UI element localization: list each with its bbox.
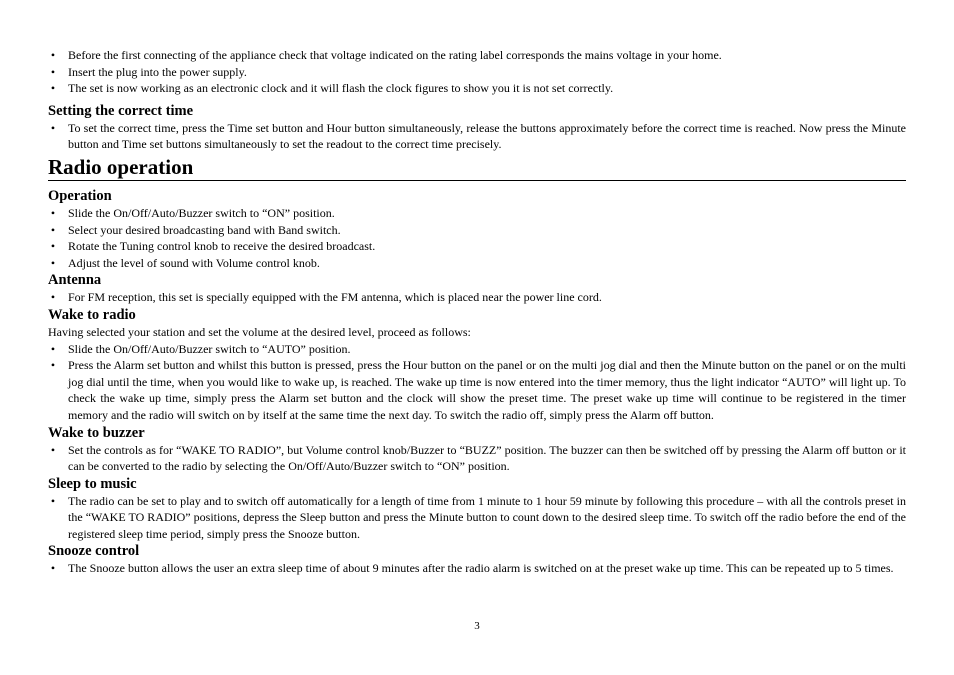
bullet-icon: • bbox=[50, 239, 56, 254]
bullet-icon: • bbox=[50, 205, 56, 220]
bullet-icon: • bbox=[50, 48, 56, 62]
bullet-list bbox=[48, 560, 906, 577]
list-item: • To set the correct time, press the Time set button and Hour button simultaneously, release the buttons approximately before the correct time is reached. Now press the Minute button and Time set buttons simultaneously to set the readout to the correct time precisely. bbox=[48, 120, 906, 153]
list-item: • Press the Alarm set button and whilst this button is pressed, press the Hour button on the panel or on the multi jog dial and then the Minute button on the panel or on the multi jog dial until the time, when you would like to wake up, is reached. The wake up time is now entered into the timer memory, thus the light indicator “AUTO” will light up. To check the wake up time, simply press the Alarm set button and the clock will show the preset time. The preset wake up time will continue to be registered in the timer memory and the radio will switch on by itself at the same time the next day. To switch the radio off, simply press the Alarm off button. bbox=[48, 357, 906, 423]
page-title: Radio operation bbox=[48, 154, 906, 181]
list-item: • Before the first connecting of the appliance check that voltage indicated on the rating label corresponds the mains voltage in your home. bbox=[48, 47, 906, 64]
section-heading: Operation bbox=[48, 187, 112, 204]
bullet-icon: • bbox=[50, 493, 56, 508]
bullet-icon: • bbox=[50, 290, 56, 305]
section-heading: Wake to radio bbox=[48, 306, 136, 323]
bullet-icon: • bbox=[50, 222, 56, 237]
list-item: • For FM reception, this set is specially equipped with the FM antenna, which is placed near the power line cord. bbox=[48, 289, 906, 306]
section-heading: Antenna bbox=[48, 272, 102, 289]
bullet-list bbox=[48, 120, 906, 153]
document-page bbox=[48, 47, 906, 577]
list-item: • Slide the On/Off/Auto/Buzzer switch to “ON” position. bbox=[48, 205, 906, 222]
list-item: • Rotate the Tuning control knob to receive the desired broadcast. bbox=[48, 238, 906, 255]
list-item: • The Snooze button allows the user an extra sleep time of about 9 minutes after the radio alarm is switched on at the preset wake up time. This can be repeated up to 5 times. bbox=[48, 560, 906, 577]
bullet-icon: • bbox=[50, 561, 56, 576]
list-item: • Set the controls as for “WAKE TO RADIO”, but Volume control knob/Buzzer to “BUZZ” position. The buzzer can then be switched off by pressing the Alarm off button or it can be converted to the radio by selecting the On/Off/Auto/Buzzer switch to “ON” position. bbox=[48, 442, 906, 475]
list-item: • The radio can be set to play and to switch off automatically for a length of time from 1 minute to 1 hour 59 minute by following this procedure – with all the controls preset in the “WAKE TO RADIO” positions, depress the Sleep button and press the Minute button to count down to the desired sleep time. To switch off the radio before the end of the registered sleep time period, simply press the Snooze button. bbox=[48, 493, 906, 543]
bullet-icon: • bbox=[50, 255, 56, 270]
list-item: • Select your desired broadcasting band with Band switch. bbox=[48, 222, 906, 239]
list-item: • Slide the On/Off/Auto/Buzzer switch to “AUTO” position. bbox=[48, 341, 906, 358]
section-setting-time bbox=[48, 102, 906, 153]
section-intro: Having selected your station and set the volume at the desired level, proceed as follows: bbox=[48, 324, 471, 339]
bullet-icon: • bbox=[50, 120, 56, 135]
list-item: • Adjust the level of sound with Volume control knob. bbox=[48, 255, 906, 272]
list-item: • The set is now working as an electronic clock and it will flash the clock figures to show you it is not set correctly. bbox=[48, 80, 906, 97]
section-radio-operation bbox=[48, 154, 906, 577]
bullet-list bbox=[48, 493, 906, 543]
page-number: 3 bbox=[474, 620, 480, 632]
section-heading: Wake to buzzer bbox=[48, 424, 145, 441]
bullet-icon: • bbox=[50, 442, 56, 457]
section-heading: Snooze control bbox=[48, 543, 140, 560]
section-heading: Sleep to music bbox=[48, 475, 137, 492]
bullet-list bbox=[48, 289, 906, 306]
bullet-icon: • bbox=[50, 81, 56, 96]
bullet-list bbox=[48, 341, 906, 424]
list-item: • Insert the plug into the power supply. bbox=[48, 64, 906, 81]
intro-bullet-list bbox=[48, 47, 906, 97]
bullet-icon: • bbox=[50, 64, 56, 79]
bullet-list bbox=[48, 442, 906, 475]
bullet-list bbox=[48, 205, 906, 271]
bullet-icon: • bbox=[50, 341, 56, 356]
bullet-icon: • bbox=[50, 358, 56, 373]
section-heading: Setting the correct time bbox=[48, 102, 194, 119]
